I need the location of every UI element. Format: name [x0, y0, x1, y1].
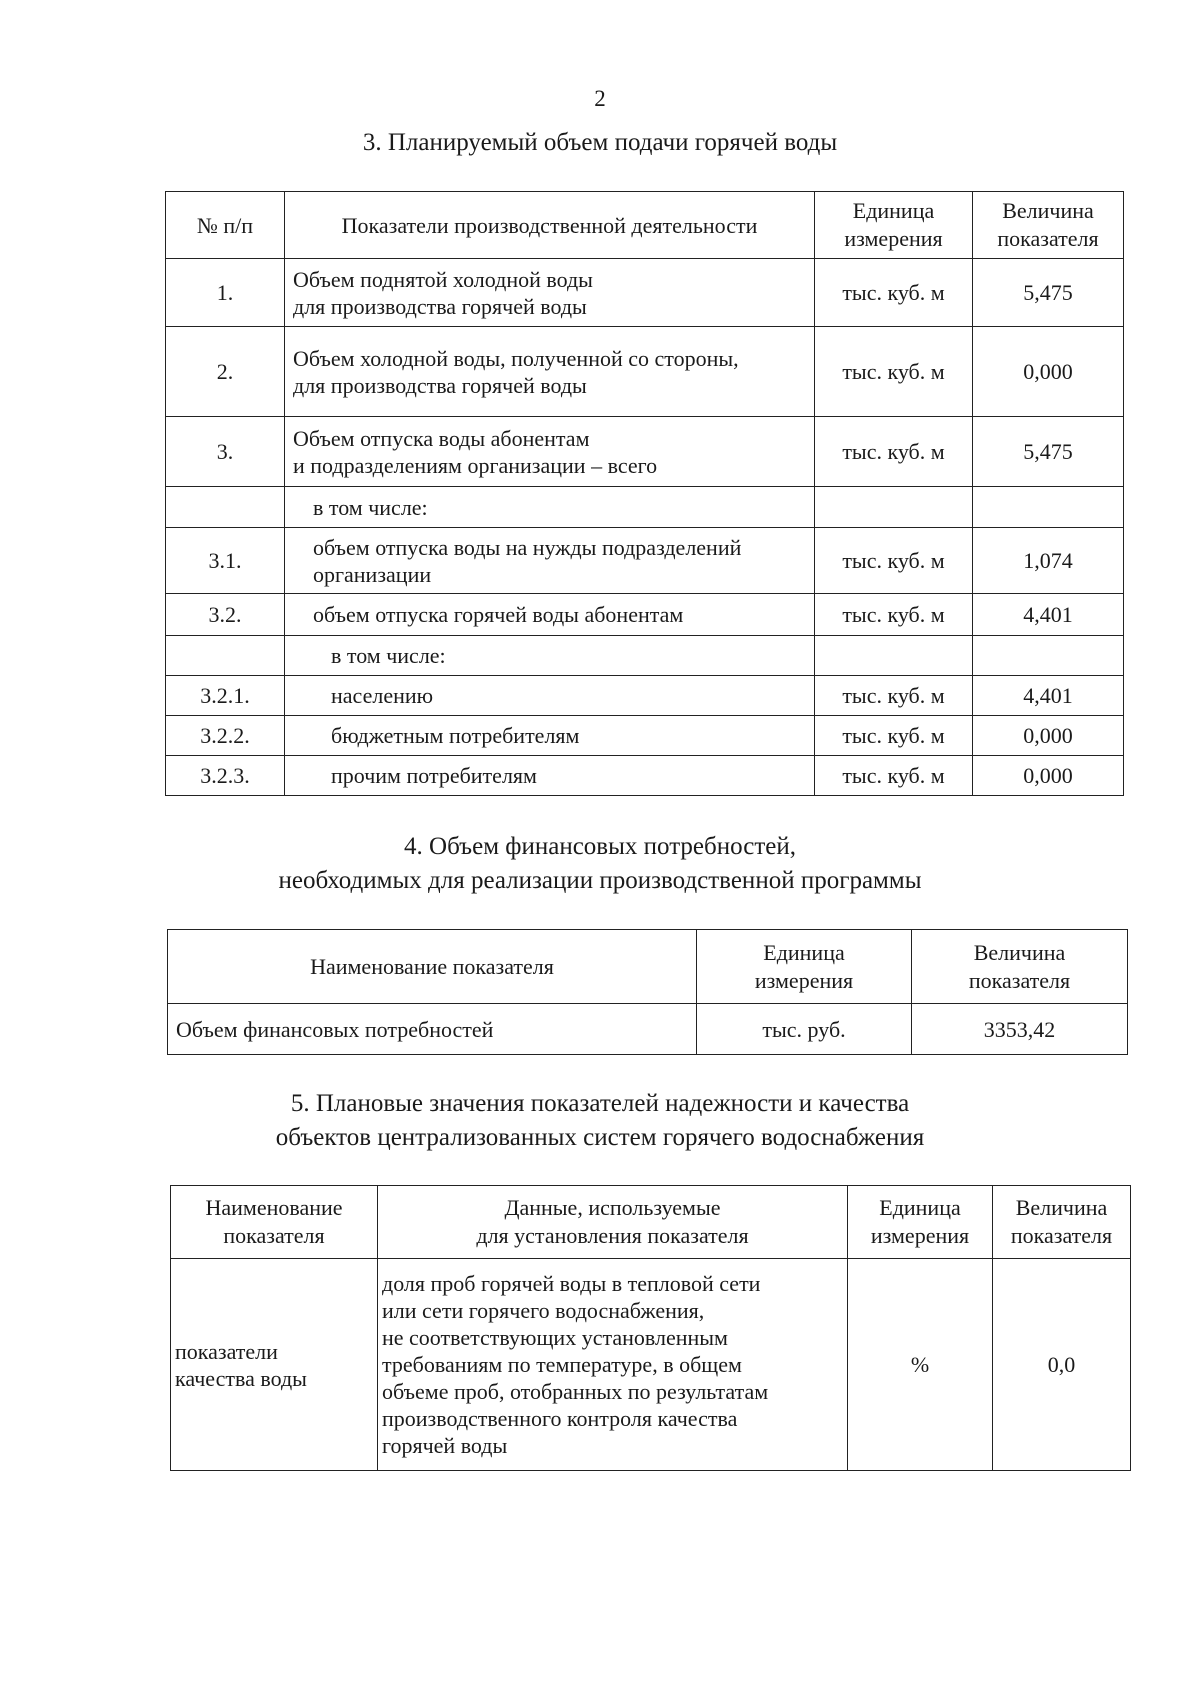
header-value-line2: показателя: [968, 967, 1071, 993]
section5-title: [0, 1087, 1200, 1155]
row-indicator: объем отпуска горячей воды абонентам: [285, 594, 815, 636]
header-value: [973, 192, 1124, 259]
header-data-line2: для установления показателя: [476, 1223, 749, 1248]
header-value-line1: Величина: [1015, 1195, 1108, 1220]
header-unit-line1: Единица: [879, 1195, 961, 1220]
table-row: [166, 756, 1124, 796]
row-value: 0,000: [973, 756, 1124, 796]
row-unit: [815, 636, 973, 676]
row-unit: тыс. куб. м: [815, 528, 973, 594]
row-indicator: [285, 259, 815, 327]
row-value: 0,0: [993, 1259, 1131, 1471]
row-num: 3.2.3.: [166, 756, 285, 796]
header-indicator: Показатели производственной деятельности: [285, 192, 815, 259]
row-indicator: в том числе:: [285, 636, 815, 676]
row-data-line: требованиям по температуре, в общем: [382, 1352, 742, 1377]
header-name: [171, 1186, 378, 1259]
row-value: 5,475: [973, 259, 1124, 327]
row-unit: тыс. куб. м: [815, 327, 973, 417]
row-name-line2: качества воды: [175, 1365, 307, 1391]
row-value: [973, 636, 1124, 676]
row-indicator-line1: Объем холодной воды, полученной со стороны,: [293, 345, 739, 371]
row-num: 1.: [166, 259, 285, 327]
row-unit: тыс. руб.: [697, 1004, 912, 1055]
row-num: 3.2.: [166, 594, 285, 636]
header-unit: [848, 1186, 993, 1259]
row-indicator-line1: Объем отпуска воды абонентам: [293, 425, 590, 451]
row-unit: тыс. куб. м: [815, 417, 973, 487]
row-unit: тыс. куб. м: [815, 259, 973, 327]
header-data-line1: Данные, используемые: [504, 1195, 721, 1220]
row-indicator-line1: Объем поднятой холодной воды: [293, 266, 593, 292]
section4-title: [0, 830, 1200, 898]
header-value-line1: Величина: [1002, 198, 1094, 223]
header-unit-line2: измерения: [844, 226, 943, 251]
header-unit-line1: Единица: [852, 198, 935, 223]
row-value: [973, 487, 1124, 528]
section3-title: [0, 126, 1200, 160]
row-data-line: объеме проб, отобранных по результатам: [382, 1379, 769, 1404]
row-value: 4,401: [973, 676, 1124, 716]
row-data-line: не соответствующих установленным: [382, 1325, 728, 1350]
row-indicator: бюджетным потребителям: [285, 716, 815, 756]
row-indicator-line2: организации: [313, 561, 432, 587]
header-unit-line2: измерения: [870, 1223, 970, 1248]
page-number: 2: [594, 86, 606, 111]
header-data: [378, 1186, 848, 1259]
header-value-line1: Величина: [973, 939, 1066, 965]
row-value: 4,401: [973, 594, 1124, 636]
row-indicator: населению: [285, 676, 815, 716]
row-data-line: горячей воды: [382, 1433, 508, 1458]
section5-title-line1: 5. Плановые значения показателей надежности и качества: [290, 1090, 910, 1117]
table-header-row: [166, 192, 1124, 259]
row-value: 3353,42: [912, 1004, 1128, 1055]
financial-needs-table: [167, 929, 1128, 1055]
row-indicator: в том числе:: [285, 487, 815, 528]
section4-title-line2: необходимых для реализации производственной программы: [278, 867, 922, 894]
row-name: Объем финансовых потребностей: [168, 1004, 697, 1055]
row-unit: %: [848, 1259, 993, 1471]
row-num: 3.1.: [166, 528, 285, 594]
section5-title-line2: объектов централизованных систем горячего водоснабжения: [275, 1124, 925, 1151]
header-value: [912, 930, 1128, 1004]
row-value: 5,475: [973, 417, 1124, 487]
table-row: [166, 528, 1124, 594]
header-name-line1: Наименование: [205, 1195, 343, 1220]
row-num: [166, 487, 285, 528]
row-indicator: [285, 327, 815, 417]
row-data-line: производственного контроля качества: [382, 1406, 738, 1431]
row-indicator-line1: объем отпуска воды на нужды подразделений: [313, 534, 742, 560]
row-num: 3.2.2.: [166, 716, 285, 756]
table-row: [168, 1004, 1128, 1055]
row-value: 1,074: [973, 528, 1124, 594]
table-row: [171, 1259, 1131, 1471]
table-row: [166, 417, 1124, 487]
row-num: 2.: [166, 327, 285, 417]
row-indicator: [285, 417, 815, 487]
row-indicator: прочим потребителям: [285, 756, 815, 796]
row-data: [378, 1259, 848, 1471]
header-unit: [815, 192, 973, 259]
header-name-line2: показателя: [223, 1223, 325, 1248]
header-value-line2: показателя: [997, 226, 1099, 251]
table-header-row: [168, 930, 1128, 1004]
row-data-line: или сети горячего водоснабжения,: [382, 1298, 705, 1323]
header-num: № п/п: [166, 192, 285, 259]
header-value: [993, 1186, 1131, 1259]
row-unit: тыс. куб. м: [815, 756, 973, 796]
table-header-row: [171, 1186, 1131, 1259]
row-unit: [815, 487, 973, 528]
header-unit-line1: Единица: [763, 939, 845, 965]
header-name: Наименование показателя: [168, 930, 697, 1004]
reliability-quality-table: [170, 1185, 1131, 1471]
table-row: [166, 594, 1124, 636]
table-row: [166, 636, 1124, 676]
table-row: [166, 676, 1124, 716]
row-value: 0,000: [973, 327, 1124, 417]
row-indicator: [285, 528, 815, 594]
table-row: [166, 259, 1124, 327]
row-num: [166, 636, 285, 676]
row-name-line1: показатели: [175, 1338, 278, 1364]
row-indicator-line2: для производства горячей воды: [293, 372, 587, 398]
row-unit: тыс. куб. м: [815, 676, 973, 716]
row-num: 3.2.1.: [166, 676, 285, 716]
row-data-line: доля проб горячей воды в тепловой сети: [382, 1271, 761, 1296]
section4-title-line1: 4. Объем финансовых потребностей,: [404, 833, 796, 860]
row-indicator-line2: и подразделениям организации – всего: [293, 452, 658, 478]
row-indicator-line2: для производства горячей воды: [293, 293, 587, 319]
table-row: [166, 716, 1124, 756]
hot-water-volume-table: [165, 191, 1124, 796]
header-unit-line2: измерения: [754, 967, 854, 993]
row-unit: тыс. куб. м: [815, 594, 973, 636]
section3-title-text: 3. Планируемый объем подачи горячей воды: [362, 129, 838, 156]
header-unit: [697, 930, 912, 1004]
table-row: [166, 327, 1124, 417]
row-num: 3.: [166, 417, 285, 487]
header-value-line2: показателя: [1010, 1223, 1113, 1248]
row-unit: тыс. куб. м: [815, 716, 973, 756]
row-name: [171, 1259, 378, 1471]
row-value: 0,000: [973, 716, 1124, 756]
table-row: [166, 487, 1124, 528]
